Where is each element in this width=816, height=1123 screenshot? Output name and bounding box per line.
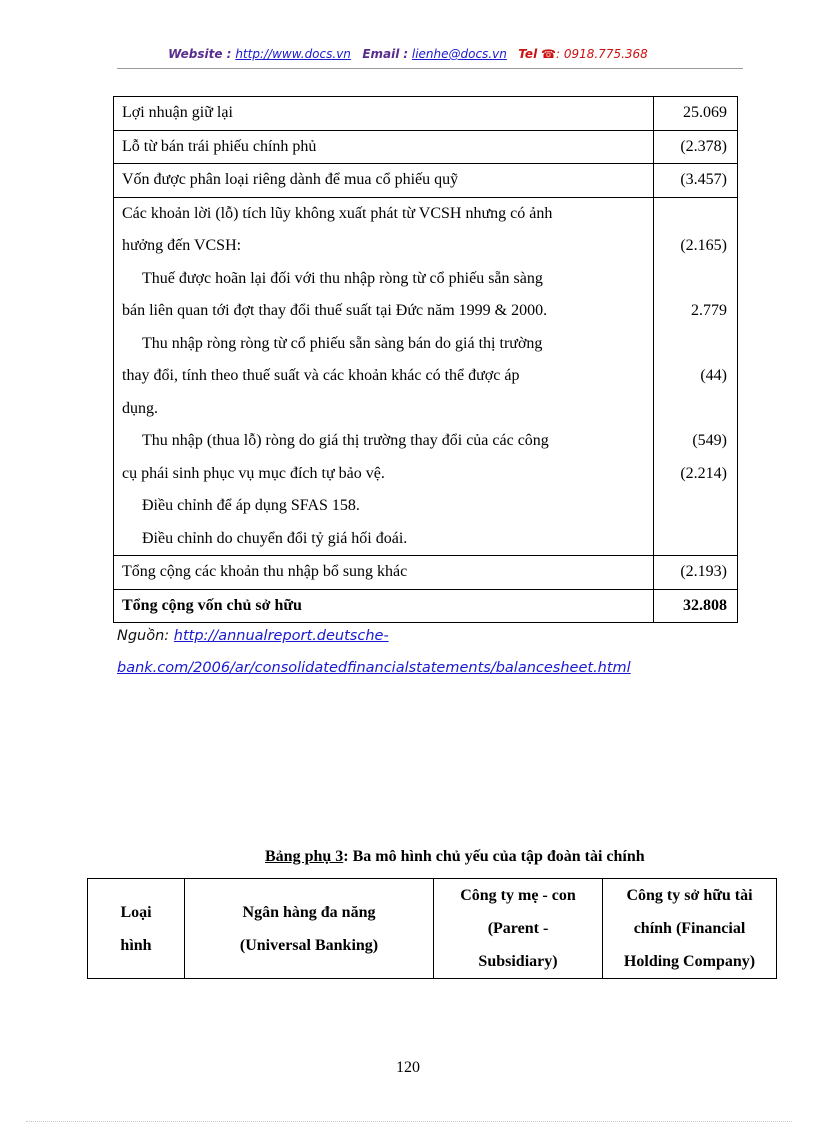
email-link[interactable]: lienhe@docs.vn [411,47,507,61]
value-line [662,263,727,296]
value-line [662,328,727,361]
cell-line: Holding Company) [623,953,756,970]
text-line: Điều chỉnh do chuyển đổi tỷ giá hối đoái. [142,529,408,547]
tel-number: : 0918.775.368 [555,47,648,61]
text-line: Các khoản lời (lỗ) tích lũy không xuất phát từ VCSH nhưng có ảnh [122,204,553,222]
page-number: 120 [396,1059,420,1076]
footer-divider [26,1121,792,1122]
text-line: Thuế được hoãn lại đối với thu nhập ròng từ cổ phiếu sẵn sàng [142,269,543,287]
row-values-multiline [654,197,738,556]
value-line: (44) [700,367,727,384]
row-value: (2.193) [654,556,738,590]
text-line: dụng. [122,399,158,417]
caption-title: : Ba mô hình chủ yếu của tập đoàn tài chính [343,848,645,865]
header-divider [117,68,743,69]
value-line: 2.779 [691,302,727,319]
row-value: 25.069 [654,97,738,131]
text-line: thay đổi, tính theo thuế suất và các khoản khác có thể được áp [122,367,520,384]
row-label-multiline [114,197,654,556]
email-separator: : [403,47,409,61]
text-line: Thu nhập ròng ròng từ cổ phiếu sẵn sàng bán do giá thị trường [142,334,543,352]
table-row [114,164,738,198]
row-label: Lỗ từ bán trái phiếu chính phủ [114,130,654,164]
text-line: cụ phái sinh phục vụ mục đích tự bảo vệ. [122,464,385,482]
tel-label: Tel [518,47,538,61]
models-table [87,878,777,979]
header-cell-holding-company [603,879,777,979]
total-value: 32.808 [654,589,738,623]
row-value: (3.457) [654,164,738,198]
value-line: (2.165) [680,237,727,254]
source-label: Nguồn: [117,628,170,644]
source-link-continued[interactable]: bank.com/2006/ar/consolidatedfinancialstatements/balancesheet.html [117,660,631,676]
row-value: (2.378) [654,130,738,164]
table-row [114,97,738,131]
source-link[interactable]: http://annualreport.deutsche- [173,628,389,644]
source-note [117,620,631,684]
text-line: Thu nhập (thua lỗ) ròng do giá thị trường thay đổi của các công [142,432,549,449]
value-line [662,393,727,426]
cell-line: (Parent - [487,920,549,937]
website-label: Website : [168,47,232,61]
phone-icon: ☎ [541,47,556,61]
equity-table [113,96,738,623]
header-cell-parent-subsidiary [434,879,603,979]
text-line: hưởng đến VCSH: [122,237,242,254]
value-line [662,490,727,523]
total-row [114,589,738,623]
row-label: Lợi nhuận giữ lại [114,97,654,131]
header-cell-universal-banking [185,879,434,979]
table-header-row [88,879,777,979]
cell-line: chính (Financial [633,920,746,937]
cell-line: Loại [120,903,152,921]
table-caption [265,848,645,866]
text-line: bán liên quan tới đợt thay đổi thuế suất tại Đức năm 1999 & 2000. [122,302,548,319]
cell-line: Subsidiary) [478,953,558,970]
cell-line: Công ty sở hữu tài [626,887,753,904]
row-label: Tổng cộng các khoản thu nhập bổ sung khác [114,556,654,590]
email-label: Email [362,47,400,61]
cell-line: hình [120,936,152,954]
header-cell-type [88,879,185,979]
caption-label: Bảng phụ 3 [265,848,344,865]
table-row [114,197,738,556]
value-line [662,523,727,556]
cell-line: Ngân hàng đa năng [242,903,376,921]
row-label: Vốn được phân loại riêng dành để mua cổ phiếu quỹ [114,164,654,198]
website-link[interactable]: http://www.docs.vn [235,47,351,61]
table-row [114,130,738,164]
value-line: (2.214) [680,464,727,482]
total-label: Tổng cộng vốn chủ sở hữu [114,589,654,623]
page-header [0,47,816,61]
value-line: (549) [692,432,727,449]
cell-line: Công ty mẹ - con [460,887,576,904]
value-line [662,198,727,231]
text-line: Điều chỉnh để áp dụng SFAS 158. [142,497,360,514]
table-row [114,556,738,590]
cell-line: (Universal Banking) [239,936,379,954]
